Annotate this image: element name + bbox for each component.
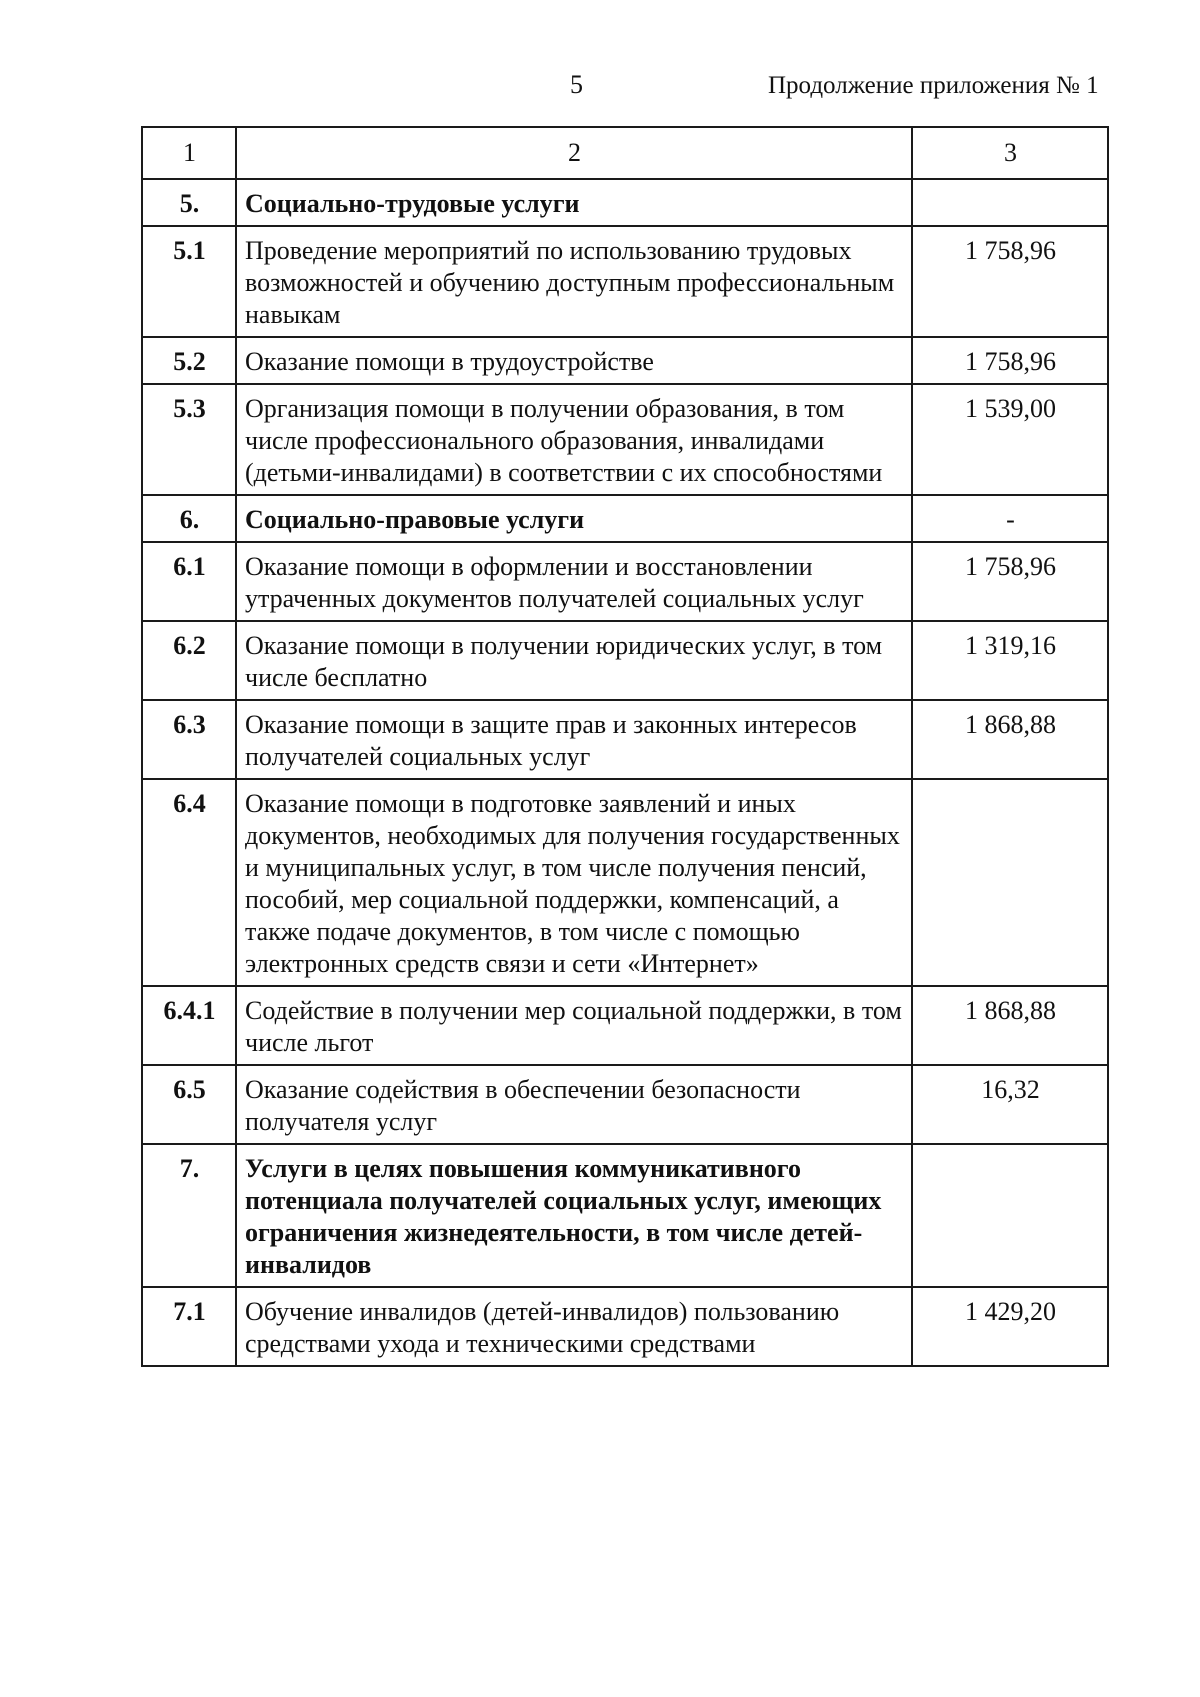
table-row bbox=[142, 1144, 1108, 1287]
services-price-table bbox=[141, 126, 1109, 1367]
table-row bbox=[142, 384, 1108, 495]
row-number: 6. bbox=[142, 495, 236, 542]
row-number: 6.1 bbox=[142, 542, 236, 621]
row-price bbox=[912, 179, 1108, 226]
row-number: 5.3 bbox=[142, 384, 236, 495]
service-name: Оказание помощи в защите прав и законных интересов получателей социальных услуг bbox=[236, 700, 912, 779]
row-price: 1 758,96 bbox=[912, 226, 1108, 337]
table-row bbox=[142, 226, 1108, 337]
row-number: 5.1 bbox=[142, 226, 236, 337]
column-header-number: 1 bbox=[142, 127, 236, 179]
row-price: 16,32 bbox=[912, 1065, 1108, 1144]
row-number: 6.3 bbox=[142, 700, 236, 779]
column-header-service: 2 bbox=[236, 127, 912, 179]
table-row bbox=[142, 621, 1108, 700]
table-row bbox=[142, 542, 1108, 621]
service-name: Оказание помощи в трудоустройстве bbox=[236, 337, 912, 384]
service-name: Оказание содействия в обеспечении безопасности получателя услуг bbox=[236, 1065, 912, 1144]
row-number: 6.5 bbox=[142, 1065, 236, 1144]
table-row bbox=[142, 495, 1108, 542]
section-title: Услуги в целях повышения коммуникативного потенциала получателей социальных услуг, имеющих ограничения жизнедеятельности, в том числе детей-инвалидов bbox=[236, 1144, 912, 1287]
row-price: 1 429,20 bbox=[912, 1287, 1108, 1366]
row-number: 7. bbox=[142, 1144, 236, 1287]
row-price: 1 868,88 bbox=[912, 986, 1108, 1065]
row-price: 1 539,00 bbox=[912, 384, 1108, 495]
service-name: Организация помощи в получении образования, в том числе профессионального образования, инвалидами (детьми-инвалидами) в соответствии с их способностями bbox=[236, 384, 912, 495]
row-price: 1 758,96 bbox=[912, 337, 1108, 384]
table-row bbox=[142, 779, 1108, 986]
row-number: 5.2 bbox=[142, 337, 236, 384]
service-name: Оказание помощи в оформлении и восстановлении утраченных документов получателей социальных услуг bbox=[236, 542, 912, 621]
service-name: Оказание помощи в получении юридических услуг, в том числе бесплатно bbox=[236, 621, 912, 700]
row-price: 1 319,16 bbox=[912, 621, 1108, 700]
row-price bbox=[912, 1144, 1108, 1287]
table-header-row bbox=[142, 127, 1108, 179]
row-number: 7.1 bbox=[142, 1287, 236, 1366]
service-name: Проведение мероприятий по использованию трудовых возможностей и обучению доступным профессиональным навыкам bbox=[236, 226, 912, 337]
section-title: Социально-трудовые услуги bbox=[236, 179, 912, 226]
section-title: Социально-правовые услуги bbox=[236, 495, 912, 542]
column-header-price: 3 bbox=[912, 127, 1108, 179]
row-price bbox=[912, 779, 1108, 986]
table-row bbox=[142, 700, 1108, 779]
row-number: 5. bbox=[142, 179, 236, 226]
row-price: - bbox=[912, 495, 1108, 542]
service-name: Содействие в получении мер социальной поддержки, в том числе льгот bbox=[236, 986, 912, 1065]
table-row bbox=[142, 337, 1108, 384]
page-number: 5 bbox=[570, 70, 583, 99]
table-row bbox=[142, 179, 1108, 226]
service-name: Оказание помощи в подготовке заявлений и иных документов, необходимых для получения государственных и муниципальных услуг, в том числе получения пенсий, пособий, мер социальной поддержки, компенсаций, а также подаче документов, в том числе с помощью электронных средств связи и сети «Интернет» bbox=[236, 779, 912, 986]
table-row bbox=[142, 986, 1108, 1065]
row-price: 1 868,88 bbox=[912, 700, 1108, 779]
row-number: 6.4 bbox=[142, 779, 236, 986]
service-name: Обучение инвалидов (детей-инвалидов) пользованию средствами ухода и техническими средствами bbox=[236, 1287, 912, 1366]
table-row bbox=[142, 1287, 1108, 1366]
appendix-continuation-label: Продолжение приложения № 1 bbox=[768, 72, 1099, 99]
table-row bbox=[142, 1065, 1108, 1144]
row-number: 6.2 bbox=[142, 621, 236, 700]
row-price: 1 758,96 bbox=[912, 542, 1108, 621]
row-number: 6.4.1 bbox=[142, 986, 236, 1065]
